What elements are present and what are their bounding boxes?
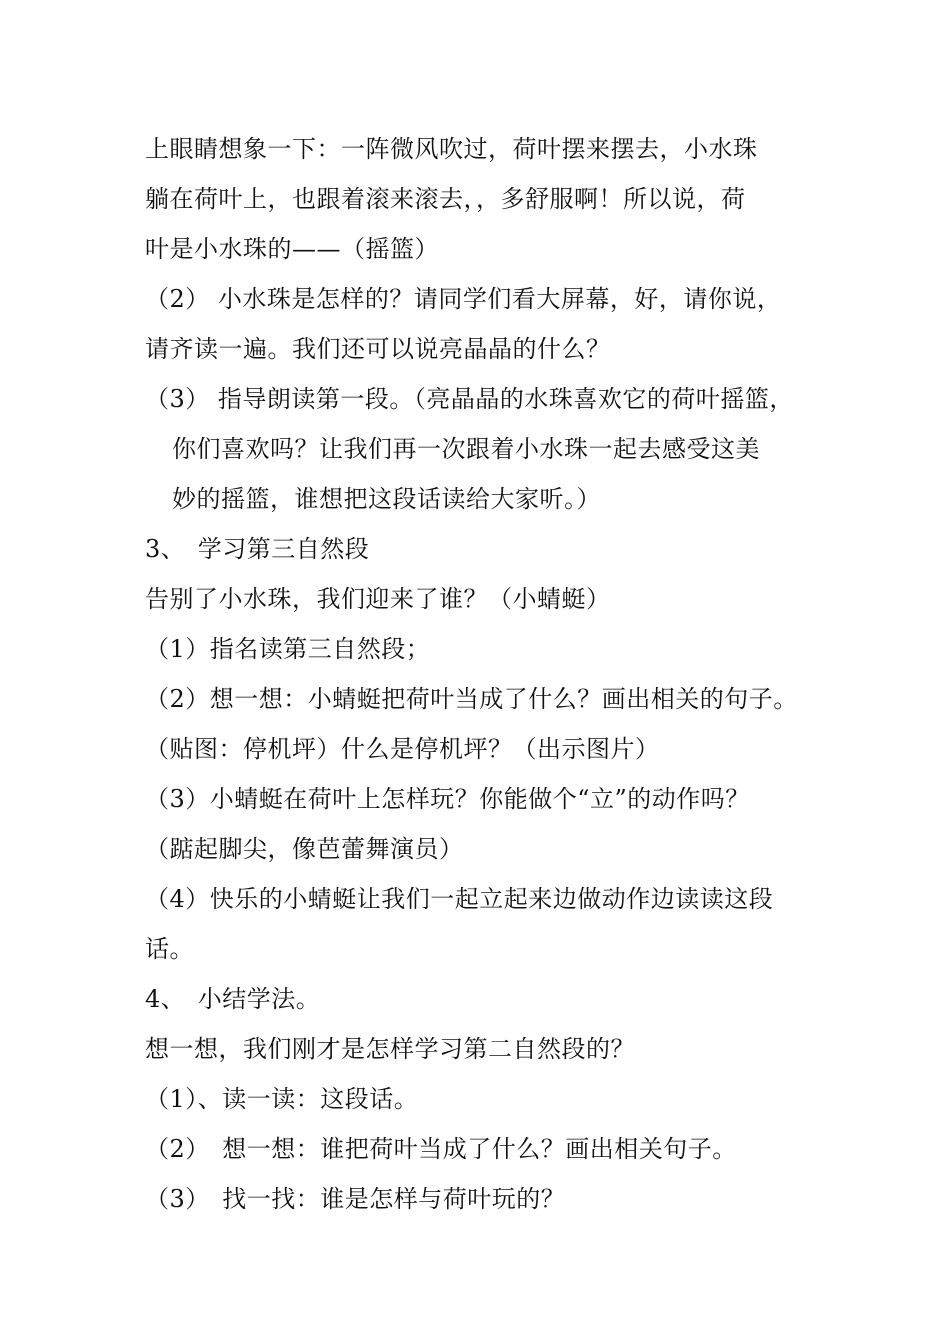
- text-line-17: 话。: [145, 935, 194, 963]
- section-heading-3: 3、 学习第三自然段: [145, 535, 370, 563]
- text-line-22: （3） 找一找：谁是怎样与荷叶玩的？: [145, 1185, 566, 1213]
- text-line-11: （1）指名读第三自然段；: [145, 635, 431, 663]
- text-line-6: （3） 指导朗读第一段。（亮晶晶的水珠喜欢它的荷叶摇篮，: [145, 385, 794, 413]
- text-line-20: （1）、读一读：这段话。: [145, 1085, 419, 1113]
- text-line-19: 想一想，我们刚才是怎样学习第二自然段的？: [145, 1035, 635, 1063]
- text-line-13: （贴图：停机坪）什么是停机坪？（出示图片）: [145, 735, 660, 763]
- text-line-16: （4）快乐的小蜻蜓让我们一起立起来边做动作边读读这段: [145, 885, 774, 913]
- text-line-4: （2） 小水珠是怎样的？请同学们看大屏幕，好，请你说，: [145, 285, 782, 313]
- text-line-8: 妙的摇篮，谁想把这段话读给大家听。）: [172, 485, 601, 513]
- text-line-7: 你们喜欢吗？让我们再一次跟着小水珠一起去感受这美: [172, 435, 760, 463]
- text-line-1: 上眼睛想象一下：一阵微风吹过，荷叶摆来摆去，小水珠: [145, 135, 758, 163]
- text-line-21: （2） 想一想：谁把荷叶当成了什么？画出相关句子。: [145, 1135, 737, 1163]
- text-line-14: （3）小蜻蜓在荷叶上怎样玩？你能做个“立”的动作吗？: [145, 785, 750, 813]
- text-line-2: 躺在荷叶上，也跟着滚来滚去，，多舒服啊！所以说，荷: [145, 185, 746, 213]
- section-heading-4: 4、 小结学法。: [145, 985, 321, 1013]
- text-line-3: 叶是小水珠的——（摇篮）: [145, 235, 439, 263]
- text-line-15: （踮起脚尖，像芭蕾舞演员）: [145, 835, 464, 863]
- text-line-10: 告别了小水珠，我们迎来了谁？（小蜻蜓）: [145, 585, 611, 613]
- text-line-5: 请齐读一遍。我们还可以说亮晶晶的什么？: [145, 335, 611, 363]
- text-line-12: （2）想一想：小蜻蜓把荷叶当成了什么？画出相关的句子。: [145, 685, 798, 713]
